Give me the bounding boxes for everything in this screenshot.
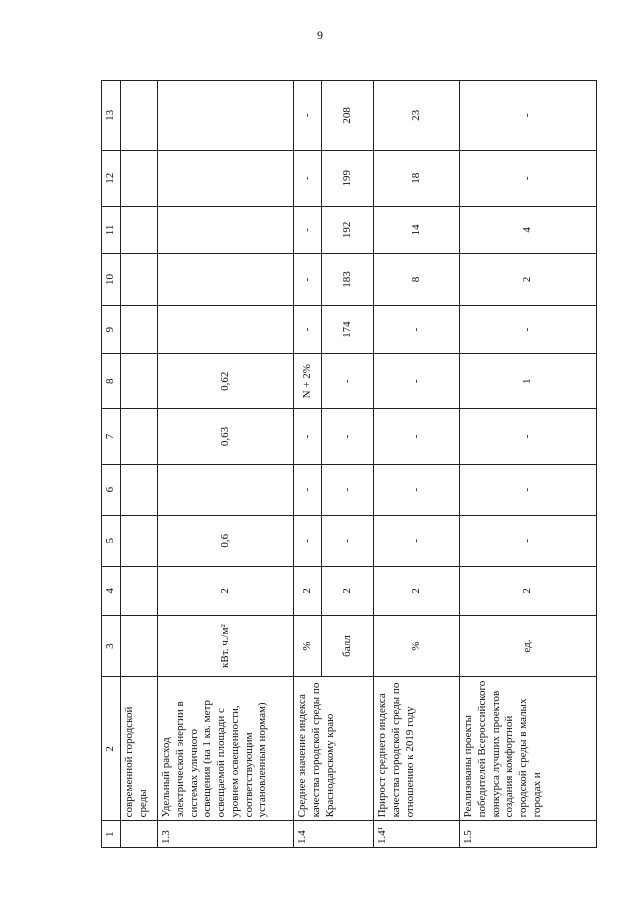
column-header: 2	[102, 677, 121, 821]
table-cell	[121, 615, 158, 676]
unit-cell: ед.	[460, 615, 597, 676]
table-cell: 14	[374, 206, 460, 253]
table-cell: -	[294, 306, 322, 354]
table-cell: 23	[374, 81, 460, 151]
table-cell: -	[460, 409, 597, 464]
column-header: 8	[102, 354, 121, 409]
table-row	[158, 81, 294, 848]
table-cell: -	[322, 515, 374, 566]
table-cell	[121, 306, 158, 354]
table-cell	[121, 409, 158, 464]
table-cell: 0,63	[158, 409, 294, 464]
column-header: 3	[102, 615, 121, 676]
table-cell	[121, 566, 158, 615]
table-row	[294, 81, 322, 848]
table-cell	[121, 515, 158, 566]
table-cell: 192	[322, 206, 374, 253]
row-number	[121, 821, 158, 848]
indicator-description: современной городской среды	[121, 677, 158, 821]
table-cell: 0,6	[158, 515, 294, 566]
table-cell: -	[374, 409, 460, 464]
table-cell: 4	[460, 206, 597, 253]
table-cell: 2	[294, 566, 322, 615]
table-cell: -	[460, 306, 597, 354]
table-cell	[158, 81, 294, 151]
table-cell	[121, 81, 158, 151]
table-cell: 199	[322, 150, 374, 206]
table-row	[374, 81, 460, 848]
column-header: 12	[102, 150, 121, 206]
table-cell	[158, 206, 294, 253]
table-cell	[121, 354, 158, 409]
table-cell: -	[294, 81, 322, 151]
indicator-description: Среднее значение индекса качества городской среды по Краснодарскому краю	[294, 677, 374, 821]
table-header-row	[102, 81, 121, 848]
rotated-table-container	[101, 80, 592, 848]
indicator-description: Реализованы проекты победителей Всероссийского конкурса лучших проектов создания комфортной городской среды в малых городах и	[460, 677, 597, 821]
table-cell: -	[294, 253, 322, 305]
table-cell: 2	[374, 566, 460, 615]
table-cell	[121, 206, 158, 253]
table-cell: -	[374, 306, 460, 354]
indicators-table	[101, 80, 597, 848]
table-cell	[158, 150, 294, 206]
table-cell: -	[294, 150, 322, 206]
table-cell: 1	[460, 354, 597, 409]
row-number: 1.3	[158, 821, 294, 848]
table-cell	[121, 464, 158, 515]
column-header: 1	[102, 821, 121, 848]
table-cell: 8	[374, 253, 460, 305]
table-cell: 208	[322, 81, 374, 151]
column-header: 7	[102, 409, 121, 464]
table-cell: 2	[322, 566, 374, 615]
table-cell: 0,62	[158, 354, 294, 409]
row-number: 1.4	[294, 821, 374, 848]
column-header: 11	[102, 206, 121, 253]
table-cell: 18	[374, 150, 460, 206]
page-number: 9	[317, 28, 323, 42]
table-cell: -	[460, 150, 597, 206]
indicator-description: Прирост среднего индекса качества городской среды по отношению к 2019 году	[374, 677, 460, 821]
table-cell: -	[374, 464, 460, 515]
table-cell: -	[374, 515, 460, 566]
column-header: 13	[102, 81, 121, 151]
table-cell	[158, 253, 294, 305]
table-cell: -	[294, 515, 322, 566]
table-cell: -	[460, 81, 597, 151]
unit-cell: кВт. ч./м²	[158, 615, 294, 676]
table-cell: 2	[460, 566, 597, 615]
unit-cell: %	[374, 615, 460, 676]
table-cell: N + 2%	[294, 354, 322, 409]
table-cell	[121, 253, 158, 305]
row-number: 1.4¹	[374, 821, 460, 848]
row-number: 1.5	[460, 821, 597, 848]
table-cell: -	[374, 354, 460, 409]
table-cell: 2	[460, 253, 597, 305]
table-row	[121, 81, 158, 848]
table-cell: 174	[322, 306, 374, 354]
table-cell	[121, 150, 158, 206]
table-cell: -	[322, 409, 374, 464]
column-header: 5	[102, 515, 121, 566]
table-cell: -	[460, 464, 597, 515]
table-row	[460, 81, 597, 848]
table-cell	[158, 306, 294, 354]
table-cell: -	[294, 464, 322, 515]
table-cell: -	[322, 354, 374, 409]
column-header: 4	[102, 566, 121, 615]
indicator-description: Удельный расход электрической энергии в системах уличного освещения (на 1 кв. метр освещаемой площади с уровнем освещенности, соответствующим установленным нормам)	[158, 677, 294, 821]
unit-cell: %	[294, 615, 322, 676]
table-cell: -	[322, 464, 374, 515]
table-cell: -	[294, 409, 322, 464]
table-cell: 2	[158, 566, 294, 615]
column-header: 9	[102, 306, 121, 354]
table-cell: -	[294, 206, 322, 253]
table-cell: 183	[322, 253, 374, 305]
column-header: 10	[102, 253, 121, 305]
table-cell: -	[460, 515, 597, 566]
table-cell	[158, 464, 294, 515]
column-header: 6	[102, 464, 121, 515]
unit-cell: балл	[322, 615, 374, 676]
